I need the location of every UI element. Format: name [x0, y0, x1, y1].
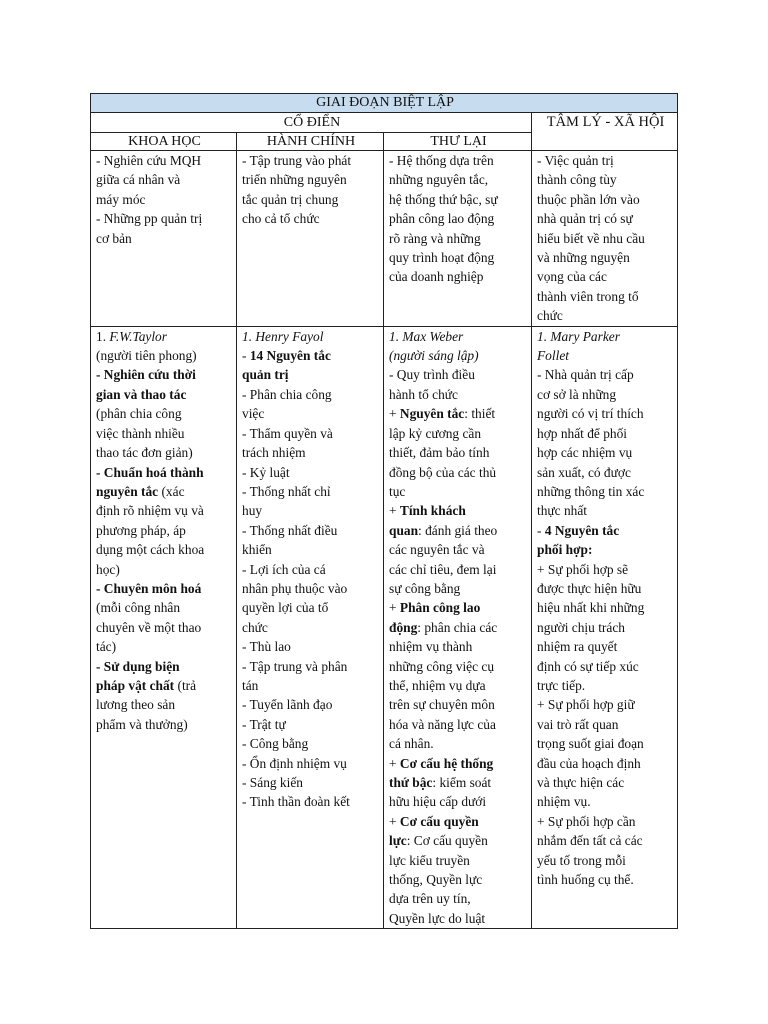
detail-heading: 1. Max Weber — [389, 328, 464, 344]
detail-line: quản trị — [242, 367, 289, 383]
summary-thu-lai — [384, 151, 532, 327]
detail-line: - Phân chia công — [242, 386, 332, 402]
summary-line: tắc quản trị chung — [242, 191, 339, 207]
detail-line: nhiệm vụ. — [537, 794, 591, 810]
detail-line: (người tiên phong) — [96, 348, 197, 364]
summary-line: của doanh nghiệp — [389, 269, 484, 285]
detail-line: hành tổ chức — [389, 386, 458, 402]
detail-line: + Phân công lao — [389, 600, 481, 616]
detail-line: dụng một cách khoa — [96, 542, 205, 558]
summary-line: triển những nguyên — [242, 172, 347, 188]
detail-line: hữu hiệu cấp dưới — [389, 794, 487, 810]
detail-line: sản xuất, có được — [537, 464, 631, 480]
summary-line: rõ ràng và những — [389, 230, 481, 246]
column-title-thu-lai: THƯ LẠI — [384, 133, 532, 151]
detail-tam-ly — [532, 326, 678, 929]
detail-line: sự công bằng — [389, 580, 461, 596]
summary-line: và những nguyện — [537, 250, 630, 266]
summary-khoa-hoc — [91, 151, 237, 327]
detail-line: việc — [242, 406, 265, 422]
detail-line: - Kỷ luật — [242, 464, 290, 480]
summary-line: - Những pp quản trị — [96, 211, 203, 227]
summary-tam-ly — [532, 151, 678, 327]
detail-line: - Chuyên môn hoá — [96, 580, 202, 596]
column-title-hanh-chinh: HÀNH CHÍNH — [237, 133, 384, 151]
detail-khoa-hoc — [91, 326, 237, 929]
detail-line: khiển — [242, 542, 272, 558]
detail-line: thao tác đơn giản) — [96, 445, 193, 461]
detail-line: người có vị trí thích — [537, 406, 644, 422]
detail-line: những thông tin xác — [537, 483, 645, 499]
detail-line: các chỉ tiêu, đem lại — [389, 561, 497, 577]
detail-line: Quyền lực do luật — [389, 910, 486, 926]
summary-line: - Nghiên cứu MQH — [96, 153, 202, 168]
detail-line: lực kiểu truyền — [389, 852, 470, 868]
detail-line: nguyên tắc (xác — [96, 483, 185, 499]
detail-heading: 1. F.W.Taylor — [96, 328, 167, 344]
detail-line: thứ bậc: kiểm soát — [389, 775, 492, 790]
stage-title: GIAI ĐOẠN BIỆT LẬP — [91, 94, 678, 113]
detail-line: trên sự chuyên môn — [389, 697, 495, 713]
detail-line: thực nhất — [537, 503, 588, 519]
detail-line: cá nhân. — [389, 736, 434, 752]
detail-line: yếu tố trong mỗi — [537, 852, 626, 868]
detail-line: việc thành nhiều — [96, 425, 185, 441]
summary-line: - Hệ thống dựa trên — [389, 153, 494, 168]
detail-line: thể, nhiệm vụ dựa — [389, 677, 486, 693]
detail-line: tục — [389, 483, 406, 499]
detail-line: + Tính khách — [389, 503, 466, 519]
detail-hanh-chinh — [237, 326, 384, 929]
column-title-khoa-hoc: KHOA HỌC — [91, 133, 237, 151]
detail-line: nhắm đến tất cả các — [537, 833, 643, 849]
detail-heading: 1. Henry Fayol — [242, 328, 324, 344]
detail-line: được thực hiện hữu — [537, 580, 642, 596]
summary-line: phân công lao động — [389, 211, 495, 227]
detail-line: - Lợi ích của cá — [242, 561, 326, 577]
detail-line: + Sự phối hợp giữ — [537, 697, 635, 713]
detail-line: trách nhiệm — [242, 445, 306, 461]
detail-line: động: phân chia các — [389, 619, 498, 635]
detail-line: - Ổn định nhiệm vụ — [242, 755, 347, 771]
summary-line: thành viên trong tổ — [537, 288, 639, 304]
detail-line: hợp nhất để phối — [537, 425, 628, 441]
detail-line: nhiệm ra quyết — [537, 639, 618, 655]
detail-line: hiệu nhất khi những — [537, 600, 645, 616]
detail-line: tác) — [96, 639, 117, 655]
detail-line: định rõ nhiệm vụ và — [96, 503, 204, 519]
detail-line: nhân phụ thuộc vào — [242, 580, 348, 596]
summary-line: nhà quản trị có sự — [537, 211, 633, 227]
detail-line: hợp các nhiệm vụ — [537, 445, 633, 461]
detail-line: tán — [242, 677, 259, 693]
detail-line: - 4 Nguyên tắc — [537, 522, 620, 538]
detail-line: vai trò rất quan — [537, 716, 619, 732]
detail-line: (phân chia công — [96, 406, 182, 422]
detail-line: lương theo sản — [96, 697, 176, 713]
detail-line: các nguyên tắc và — [389, 542, 485, 558]
group-title-classical: CỔ ĐIỂN — [91, 113, 532, 133]
detail-line: đầu của hoạch định — [537, 755, 641, 771]
detail-line: và thực hiện các — [537, 775, 625, 790]
detail-line: chức — [242, 619, 268, 635]
detail-line: + Nguyên tắc: thiết — [389, 406, 496, 422]
detail-line: trọng suốt giai đoạn — [537, 736, 644, 752]
detail-line: những công việc cụ — [389, 658, 495, 674]
summary-line: quy trình hoạt động — [389, 250, 495, 266]
summary-line: thuộc phần lớn vào — [537, 191, 640, 207]
detail-line: - Nghiên cứu thời — [96, 367, 196, 383]
detail-line: trực tiếp. — [537, 677, 586, 693]
detail-line: - Quy trình điều — [389, 367, 475, 383]
detail-line: tình huống cụ thể. — [537, 872, 634, 888]
summary-line: - Việc quản trị — [537, 153, 614, 168]
detail-line: - Tập trung và phân — [242, 658, 348, 674]
detail-line: - Sử dụng biện — [96, 658, 180, 674]
detail-line: phẩm và thưởng) — [96, 716, 188, 732]
detail-line: phối hợp: — [537, 542, 593, 558]
detail-line: lực: Cơ cấu quyền — [389, 833, 488, 849]
summary-line: - Tập trung vào phát — [242, 153, 352, 168]
detail-line: + Sự phối hợp cần — [537, 813, 636, 829]
detail-line: lập kỷ cương cần — [389, 425, 482, 441]
detail-line: - 14 Nguyên tắc — [242, 348, 331, 364]
detail-line: quyền lợi của tổ — [242, 600, 329, 616]
detail-line: - Chuẩn hoá thành — [96, 464, 204, 480]
detail-line: thiết, đảm bảo tính — [389, 445, 490, 461]
detail-heading: 1. Mary Parker — [537, 328, 620, 344]
summary-hanh-chinh — [237, 151, 384, 327]
summary-line: chức — [537, 308, 563, 324]
detail-line: - Thống nhất điều — [242, 522, 338, 538]
detail-line: - Trật tự — [242, 716, 286, 732]
detail-line: nhiệm vụ thành — [389, 639, 473, 655]
column-title-tam-ly-xa-hoi: TÂM LÝ - XÃ HỘI — [532, 113, 678, 151]
detail-line: - Tinh thần đoàn kết — [242, 794, 350, 810]
detail-line: + Sự phối hợp sẽ — [537, 561, 629, 577]
detail-line: huy — [242, 503, 263, 519]
detail-line: quan: đánh giá theo — [389, 522, 498, 538]
detail-line: + Cơ cấu quyền — [389, 813, 479, 829]
detail-line: (mỗi công nhân — [96, 600, 181, 616]
detail-heading-sub: (người sáng lập) — [389, 348, 479, 364]
detail-line: - Công bằng — [242, 736, 309, 752]
summary-line: cơ bản — [96, 230, 132, 246]
detail-line: hóa và năng lực của — [389, 716, 496, 732]
detail-line: - Thẩm quyền và — [242, 425, 333, 441]
summary-line: hiểu biết về nhu cầu — [537, 230, 645, 246]
detail-line: cơ sở là những — [537, 386, 617, 402]
detail-line: học) — [96, 561, 120, 577]
detail-thu-lai — [384, 326, 532, 929]
detail-line: đồng bộ của các thủ — [389, 464, 497, 480]
detail-line: - Thống nhất chỉ — [242, 483, 331, 499]
detail-line: pháp vật chất (trả — [96, 677, 197, 693]
summary-line: hệ thống thứ bậc, sự — [389, 191, 498, 207]
detail-line: - Tuyển lãnh đạo — [242, 697, 333, 713]
summary-line: giữa cá nhân và — [96, 172, 181, 188]
detail-line: gian và thao tác — [96, 386, 187, 402]
summary-line: vọng của các — [537, 269, 607, 285]
management-theory-table — [90, 93, 678, 929]
summary-line: cho cả tổ chức — [242, 211, 320, 227]
detail-line: người chịu trách — [537, 619, 625, 635]
detail-line: dựa trên uy tín, — [389, 891, 471, 907]
detail-line: chuyên về một thao — [96, 619, 202, 635]
detail-line: + Cơ cấu hệ thống — [389, 755, 494, 771]
summary-line: những nguyên tắc, — [389, 172, 489, 188]
detail-heading-sub: Follet — [537, 348, 569, 364]
summary-line: thành công tùy — [537, 172, 617, 188]
detail-line: định có sự tiếp xúc — [537, 658, 639, 674]
detail-line: - Sáng kiến — [242, 775, 303, 790]
detail-line: thống, Quyền lực — [389, 872, 483, 888]
detail-line: - Thù lao — [242, 639, 291, 655]
summary-line: máy móc — [96, 191, 146, 207]
detail-line: - Nhà quản trị cấp — [537, 367, 634, 383]
detail-line: phương pháp, áp — [96, 522, 186, 538]
